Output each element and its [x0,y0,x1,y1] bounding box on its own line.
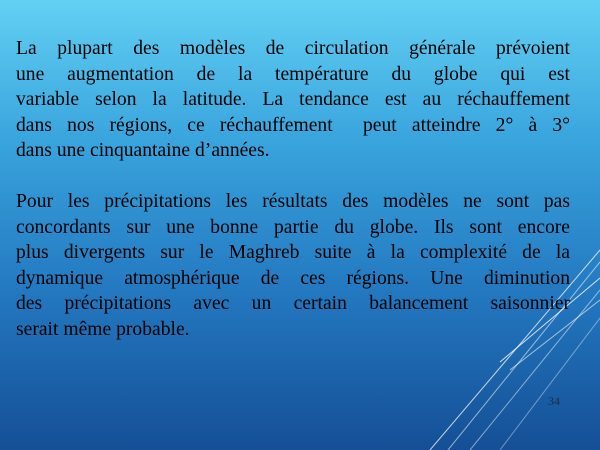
text-line: serait même probable. [16,318,190,340]
text-line: une augmentation de la température du globe qui est [16,63,570,85]
slide-body [16,36,594,343]
paragraph-spacer [16,164,594,189]
slide-number: 34 [548,394,560,408]
text-line: plus divergents sur le Maghreb suite à la complexité de la [16,242,570,264]
text-line: concordants sur une bonne partie du globe. Ils sont encore [16,216,570,238]
text-line: dans une cinquantaine d’années. [16,140,270,162]
text-line: des précipitations avec un certain balancement saisonnier [16,293,570,315]
text-line: Pour les précipitations les résultats des modèles ne sont pas [16,190,570,212]
text-line: dans nos régions, ce réchauffement peut atteindre 2° à 3° [16,114,570,136]
text-line: dynamique atmosphérique de ces régions. Une diminution [16,267,570,289]
text-line: variable selon la latitude. La tendance est au réchauffement [16,89,570,111]
text-line: La plupart des modèles de circulation générale prévoient [16,38,570,59]
paragraph-temperature [16,36,594,164]
paragraph-precipitation [16,189,594,343]
